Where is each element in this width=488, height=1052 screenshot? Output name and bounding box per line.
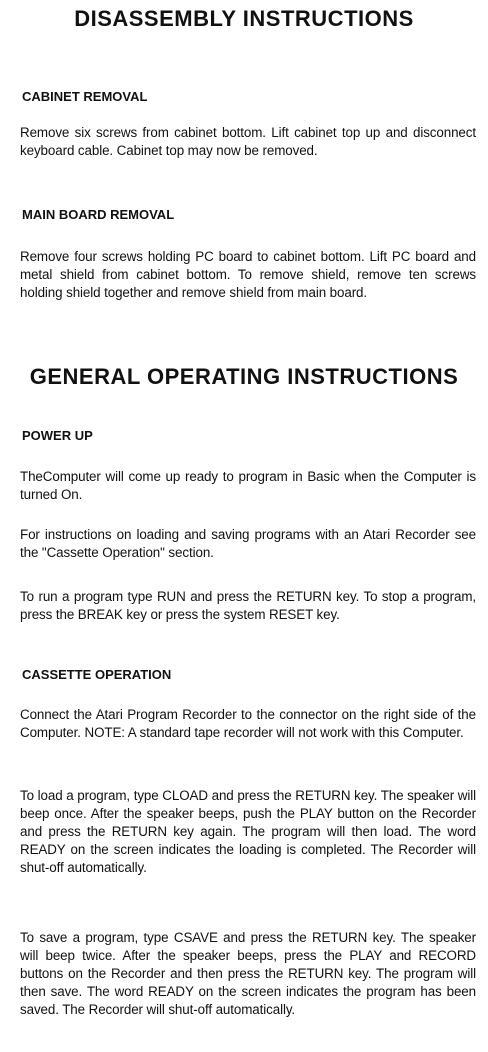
cassette-operation-heading: CASSETTE OPERATION [22, 667, 172, 682]
cabinet-removal-text: Remove six screws from cabinet bottom. Lift cabinet top up and disconnect keyboard cable. Cabinet top may now be removed. [20, 125, 476, 158]
cassette-paragraph-3: To save a program, type CSAVE and press the RETURN key. The speaker will beep twice. After the speaker beeps, press the PLAY and RECORD buttons on the Recorder and then press the RETURN key. The program will then save. The word READY on the screen indicates the program has been saved. The Recorder will shut-off automatically. [20, 930, 476, 1017]
cassette-paragraph-2: To load a program, type CLOAD and press the RETURN key. The speaker will beep once. After the speaker beeps, push the PLAY button on the Recorder and press the RETURN key again. The program will then load. The word READY on the screen indicates the loading is completed. The Recorder will shut-off automatically. [20, 788, 476, 875]
cassette-paragraph-1: Connect the Atari Program Recorder to the connector on the right side of the Computer. NOTE: A standard tape recorder will not work with this Computer. [20, 707, 476, 740]
disassembly-title: DISASSEMBLY INSTRUCTIONS [74, 6, 414, 31]
power-up-paragraph-2: For instructions on loading and saving programs with an Atari Recorder see the "Cassette Operation" section. [20, 527, 476, 560]
power-up-paragraph-3: To run a program type RUN and press the RETURN key. To stop a program, press the BREAK key or press the system RESET key. [20, 589, 476, 622]
power-up-heading: POWER UP [22, 428, 93, 443]
power-up-paragraph-1: TheComputer will come up ready to program in Basic when the Computer is turned On. [20, 469, 476, 502]
main-board-removal-text: Remove four screws holding PC board to cabinet bottom. Lift PC board and metal shield from cabinet bottom. To remove shield, remove ten screws holding shield together and remove shield from main board. [20, 249, 476, 300]
cabinet-removal-heading: CABINET REMOVAL [22, 89, 148, 104]
main-board-removal-heading: MAIN BOARD REMOVAL [22, 207, 175, 222]
operating-title: GENERAL OPERATING INSTRUCTIONS [29, 364, 459, 389]
